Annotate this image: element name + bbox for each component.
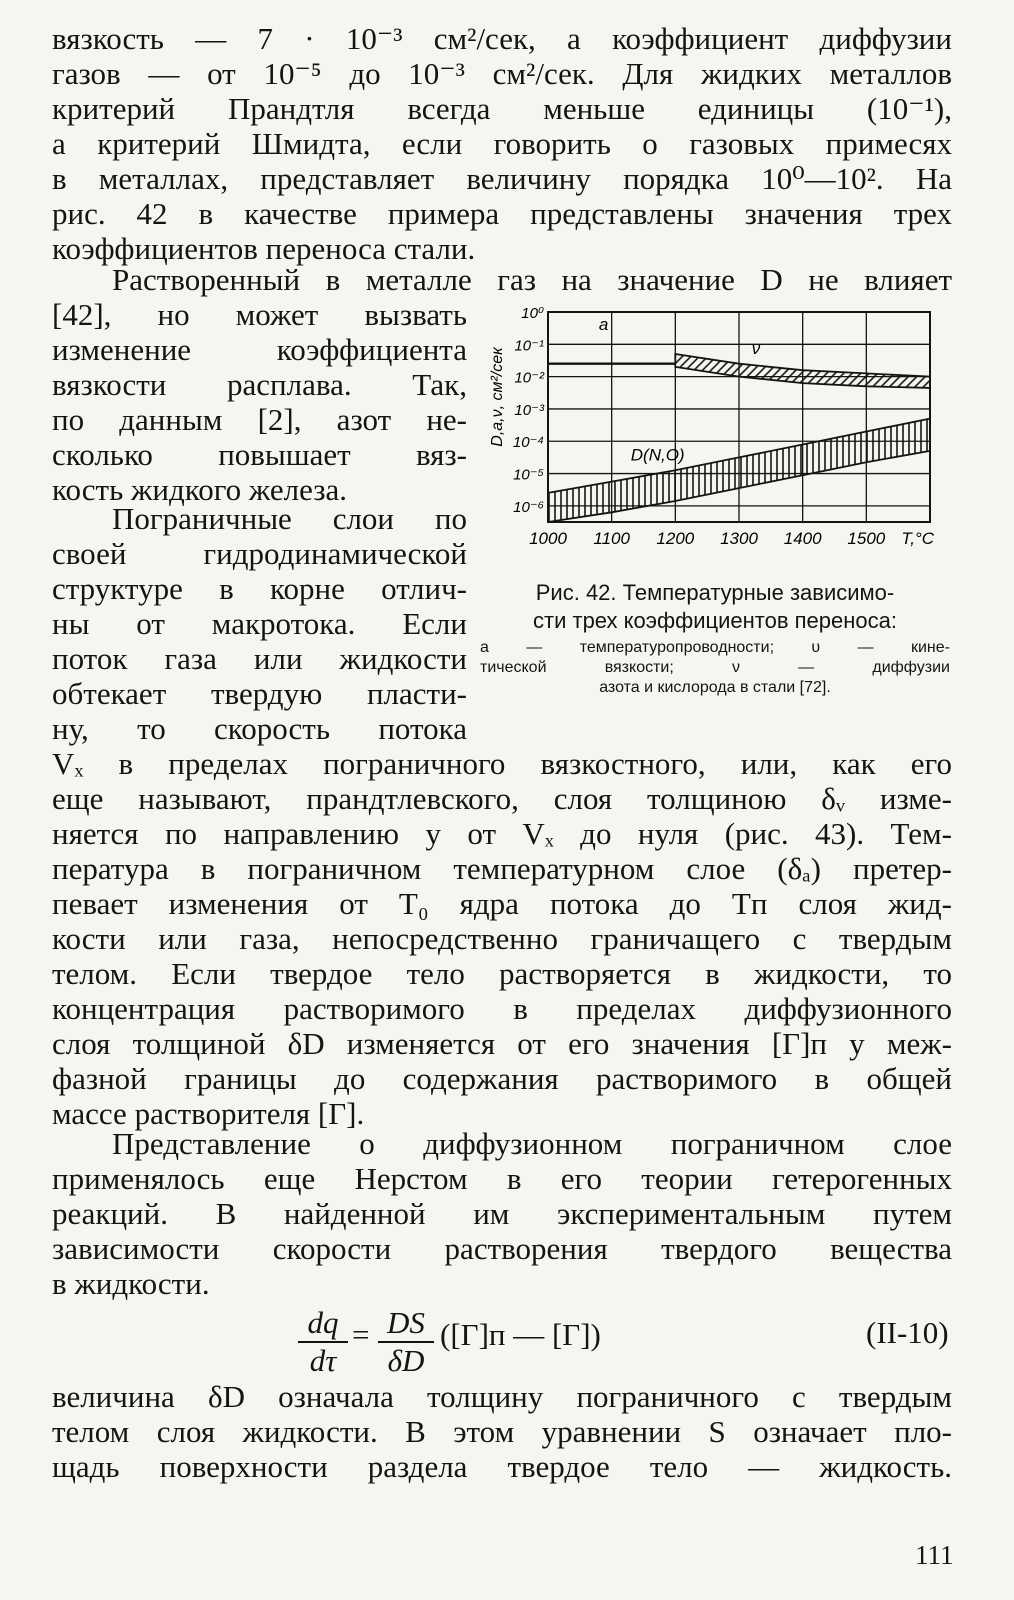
text-line: коэффициентов переноса стали. [52, 231, 476, 266]
y-axis-label: D,a,ν, см²/сек [489, 347, 506, 447]
equation-number: (II-10) [866, 1315, 949, 1350]
text-line: няется по направлению y от Vₓ до нуля (рис. 43). Тем- [52, 816, 952, 851]
text-line: пература в пограничном температурном слое (δₐ) претер- [52, 851, 952, 886]
text-line: обтекает твердую пласти- [52, 676, 467, 711]
text-line: Пограничные слои по [112, 501, 467, 536]
text-line: реакций. В найденной им экспериментальным путем [52, 1196, 952, 1231]
text-line: Vₓ в пределах пограничного вязкостного, или, как его [52, 746, 952, 781]
text-line: концентрация растворимого в пределах диффузионного [52, 991, 952, 1026]
fraction-denominator: dτ [309, 1343, 337, 1378]
series-label-d: D(N,O) [630, 445, 685, 465]
figure-caption-line: Рис. 42. Температурные зависимо- [535, 580, 895, 605]
fraction-ds-delta [378, 1305, 434, 1379]
text-line: массе растворителя [Г]. [52, 1096, 365, 1131]
fraction-dq-dtau [298, 1305, 348, 1379]
series-label-nu: ν [751, 339, 761, 358]
x-tick-label: 1400 [783, 529, 822, 548]
y-tick-label: 10⁻⁵ [513, 466, 544, 484]
text-line: Представление о диффузионном пограничном слое [112, 1126, 952, 1161]
fraction-numerator: dq [298, 1305, 348, 1343]
figure-caption-line: азота и кислорода в стали [72]. [599, 679, 831, 696]
x-tick-label: 1000 [529, 529, 567, 548]
x-tick-label: 1300 [720, 529, 758, 548]
fraction-denominator: δD [387, 1343, 425, 1378]
text-line: в жидкости. [52, 1266, 210, 1301]
text-line: вязкость — 7 · 10⁻³ см²/сек, а коэффициент диффузии [52, 21, 952, 56]
text-line: сколько повышает вяз- [52, 437, 467, 472]
x-axis-label: T,°C [901, 529, 934, 548]
text-line: своей гидродинамической [52, 536, 467, 571]
text-line: структуре в корне отлич- [52, 571, 467, 606]
text-line: рис. 42 в качестве примера представлены значения трех [52, 196, 952, 231]
text-line: Растворенный в металле газ на значение D не влияет [112, 262, 952, 297]
y-tick-label: 10⁻³ [514, 401, 544, 419]
series-label-a: a [598, 314, 609, 334]
text-line: певает изменения от T₀ ядра потока до Tп слоя жид- [52, 886, 952, 921]
figure-caption-line: сти трех коэффициентов переноса: [533, 608, 897, 633]
equation-rest: ([Г]п — [Г]) [440, 1317, 601, 1352]
x-tick-label: 1200 [656, 529, 695, 548]
equals-sign: = [352, 1317, 370, 1352]
text-line: по данным [2], азот не- [52, 402, 467, 437]
equation-ii-10 [0, 1297, 1014, 1377]
chart [480, 300, 960, 570]
text-line: вязкости расплава. Так, [52, 367, 467, 402]
text-line: телом слоя жидкости. В этом уравнении S означает пло- [52, 1414, 952, 1449]
text-line: [42], но может вызвать [52, 297, 467, 332]
text-line: телом. Если твердое тело растворяется в жидкости, то [52, 956, 952, 991]
text-line: в металлах, представляет величину порядка 10⁰—10². На [52, 161, 952, 196]
text-line: величина δD означала толщину пограничного с твердым [52, 1379, 952, 1414]
fraction-numerator: DS [378, 1305, 434, 1343]
text-line: а критерий Шмидта, если говорить о газовых примесях [52, 126, 952, 161]
text-line: щадь поверхности раздела твердое тело — жидкость. [52, 1449, 952, 1484]
page-number: 111 [915, 1540, 954, 1570]
text-line: газов — от 10⁻⁵ до 10⁻³ см²/сек. Для жидких металлов [52, 56, 952, 91]
text-line: кости или газа, непосредственно граничащего с твердым [52, 921, 952, 956]
text-line: ны от макротока. Если [52, 606, 467, 641]
text-line: еще называют, прандтлевского, слоя толщиною δᵥ изме- [52, 781, 952, 816]
x-tick-label: 1500 [847, 529, 886, 548]
text-line: фазной границы до содержания растворимого в общей [52, 1061, 952, 1096]
y-tick-label: 10⁻⁶ [513, 498, 544, 516]
text-line: изменение коэффициента [52, 332, 467, 367]
text-line: зависимости скорости растворения твердого вещества [52, 1231, 952, 1266]
y-tick-label: 10⁻² [514, 369, 544, 387]
y-tick-label: 10⁻⁴ [512, 434, 544, 452]
figure-caption-line: a — температуропроводности; υ — кине- [480, 639, 950, 656]
x-tick-label: 1100 [593, 529, 630, 548]
figure-42 [480, 300, 960, 720]
figure-caption-line: тической вязкости; ν — диффузии [480, 659, 950, 676]
text-line: применялось еще Нерстом в его теории гетерогенных [52, 1161, 952, 1196]
y-tick-label: 10⁰ [521, 305, 544, 322]
text-line: ну, то скорость потока [52, 711, 467, 746]
text-line: кость жидкого железа. [52, 472, 348, 507]
text-line: критерий Прандтля всегда меньше единицы (10⁻¹), [52, 91, 952, 126]
text-line: слоя толщиной δD изменяется от его значения [Г]п у меж- [52, 1026, 952, 1061]
text-line: поток газа или жидкости [52, 641, 467, 676]
y-tick-label: 10⁻¹ [514, 337, 544, 355]
